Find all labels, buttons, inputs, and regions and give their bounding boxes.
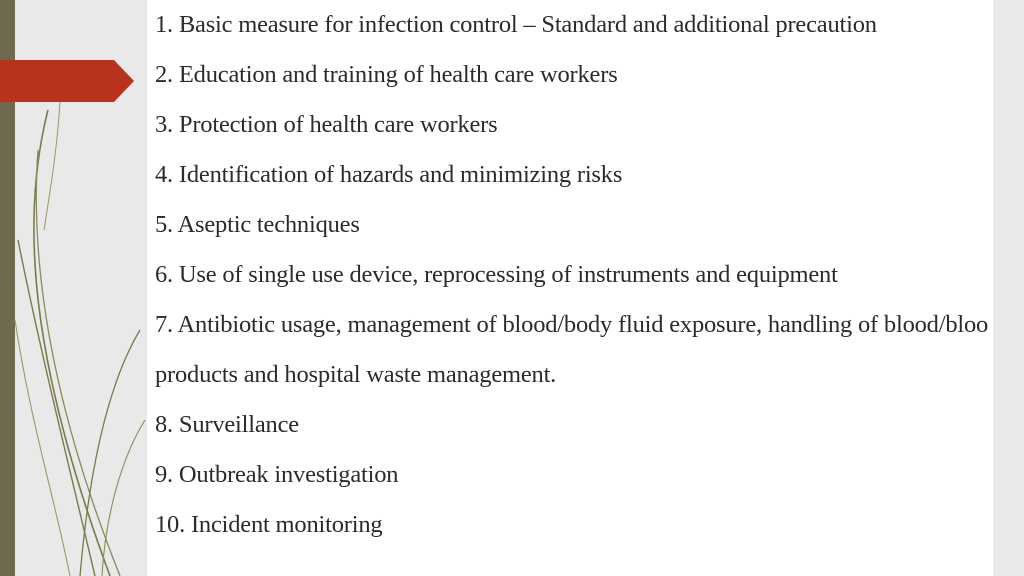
accent-arrow-shape	[0, 60, 134, 102]
content-panel	[147, 0, 993, 576]
measures-list	[155, 6, 1005, 556]
list-item: 2. Education and training of health care workers	[155, 61, 618, 88]
list-item-continuation: products and hospital waste management.	[155, 361, 557, 388]
list-item: 8. Surveillance	[155, 411, 299, 438]
list-item: 4. Identification of hazards and minimizing risks	[155, 161, 623, 188]
list-item: 10. Incident monitoring	[155, 511, 383, 538]
list-item: 7. Antibiotic usage, management of blood/body fluid exposure, handling of blood/bloo	[155, 311, 989, 338]
list-item: 6. Use of single use device, reprocessing of instruments and equipment	[155, 261, 838, 288]
list-item: 3. Protection of health care workers	[155, 111, 498, 138]
list-item: 1. Basic measure for infection control – Standard and additional precaution	[155, 11, 877, 38]
list-item: 9. Outbreak investigation	[155, 461, 399, 488]
list-item: 5. Aseptic techniques	[155, 211, 360, 238]
